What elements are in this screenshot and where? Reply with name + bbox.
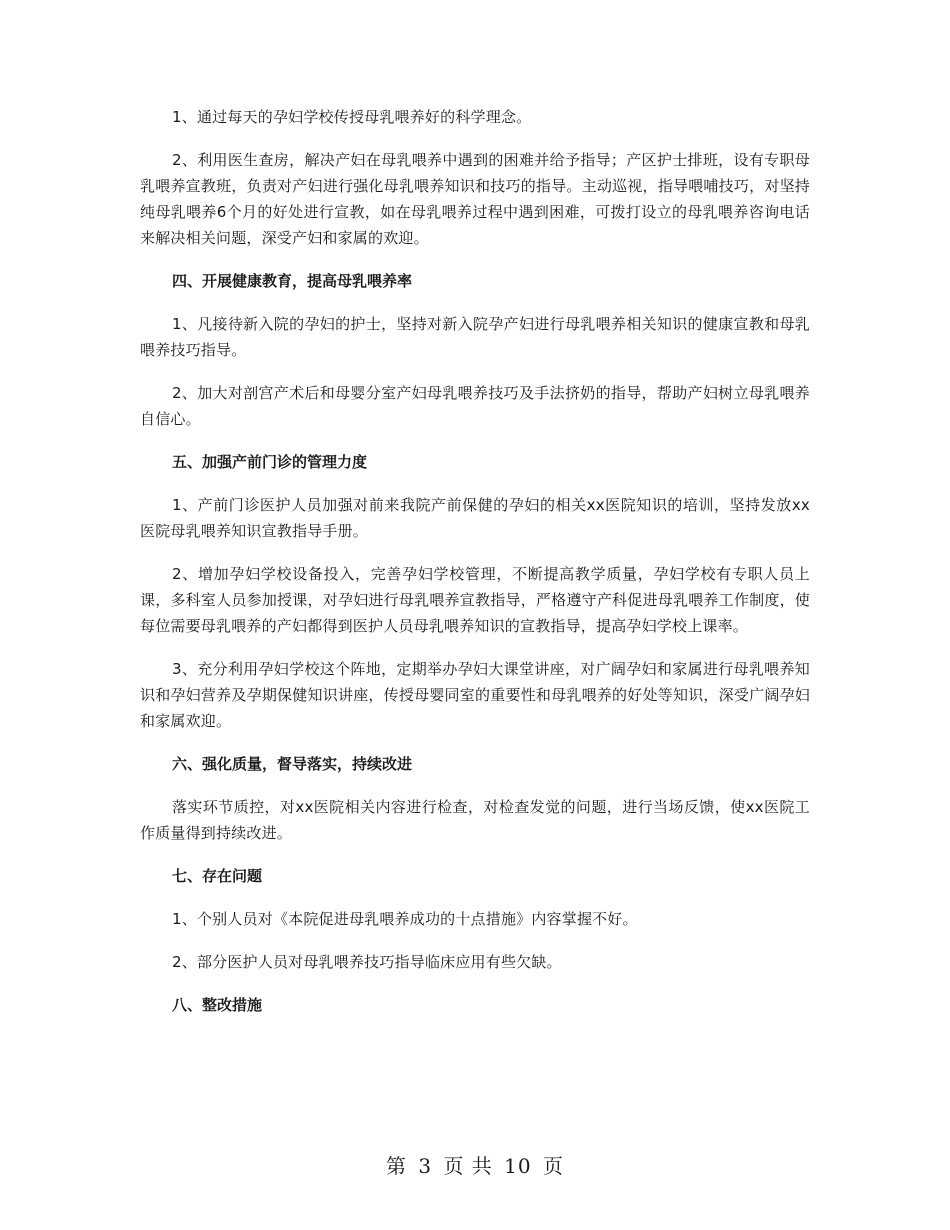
- section-heading: 六、强化质量，督导落实，持续改进: [172, 755, 413, 773]
- current-page-number: 3: [418, 1154, 433, 1178]
- paragraph: 2、加大对剖宫产术后和母婴分室产妇母乳喂养技巧及手法挤奶的指导，帮助产妇树立母乳喂养自信心。: [140, 384, 810, 428]
- section-heading: 八、整改措施: [172, 996, 263, 1014]
- footer-middle: 页 共: [443, 1154, 493, 1178]
- footer-suffix: 页: [542, 1154, 564, 1178]
- footer-prefix: 第: [386, 1154, 407, 1178]
- section-heading: 四、开展健康教育，提高母乳喂养率: [172, 272, 413, 290]
- total-pages-number: 10: [504, 1154, 532, 1178]
- paragraph: 2、增加孕妇学校设备投入，完善孕妇学校管理，不断提高教学质量，孕妇学校有专职人员上课，多科室人员参加授课，对孕妇进行母乳喂养宣教指导，严格遵守产科促进母乳喂养工作制度，使每位需要母乳喂养的产妇都得到医护人员母乳喂养知识的宣教指导，提高孕妇学校上课率。: [140, 565, 810, 635]
- document-body: [140, 104, 810, 1035]
- page-number-footer: [0, 1150, 950, 1179]
- paragraph: 1、产前门诊医护人员加强对前来我院产前保健的孕妇的相关xx医院知识的培训，坚持发放xx医院母乳喂养知识宣教指导手册。: [140, 496, 810, 540]
- paragraph: 2、部分医护人员对母乳喂养技巧指导临床应用有些欠缺。: [172, 953, 562, 971]
- paragraph: 3、充分利用孕妇学校这个阵地，定期举办孕妇大课堂讲座，对广阔孕妇和家属进行母乳喂养知识和孕妇营养及孕期保健知识讲座，传授母婴同室的重要性和母乳喂养的好处等知识，深受广阔孕妇和家属欢迎。: [140, 660, 810, 730]
- paragraph: 1、个别人员对《本院促进母乳喂养成功的十点措施》内容掌握不好。: [172, 910, 638, 928]
- paragraph: 1、凡接待新入院的孕妇的护士，坚持对新入院孕产妇进行母乳喂养相关知识的健康宣教和母乳喂养技巧指导。: [140, 315, 810, 359]
- section-heading: 五、加强产前门诊的管理力度: [172, 453, 368, 471]
- section-heading: 七、存在问题: [172, 867, 263, 885]
- paragraph: 2、利用医生查房，解决产妇在母乳喂养中遇到的困难并给予指导；产区护士排班，设有专职母乳喂养宣教班，负责对产妇进行强化母乳喂养知识和技巧的指导。主动巡视，指导喂哺技巧，对坚持纯母乳喂养6个月的好处进行宣教，如在母乳喂养过程中遇到困难，可拨打设立的母乳喂养咨询电话来解决相关问题，深受产妇和家属的欢迎。: [140, 151, 810, 247]
- paragraph: 落实环节质控，对xx医院相关内容进行检查，对检查发觉的问题，进行当场反馈，使xx医院工作质量得到持续改进。: [140, 798, 810, 842]
- paragraph: 1、通过每天的孕妇学校传授母乳喂养好的科学理念。: [172, 108, 532, 126]
